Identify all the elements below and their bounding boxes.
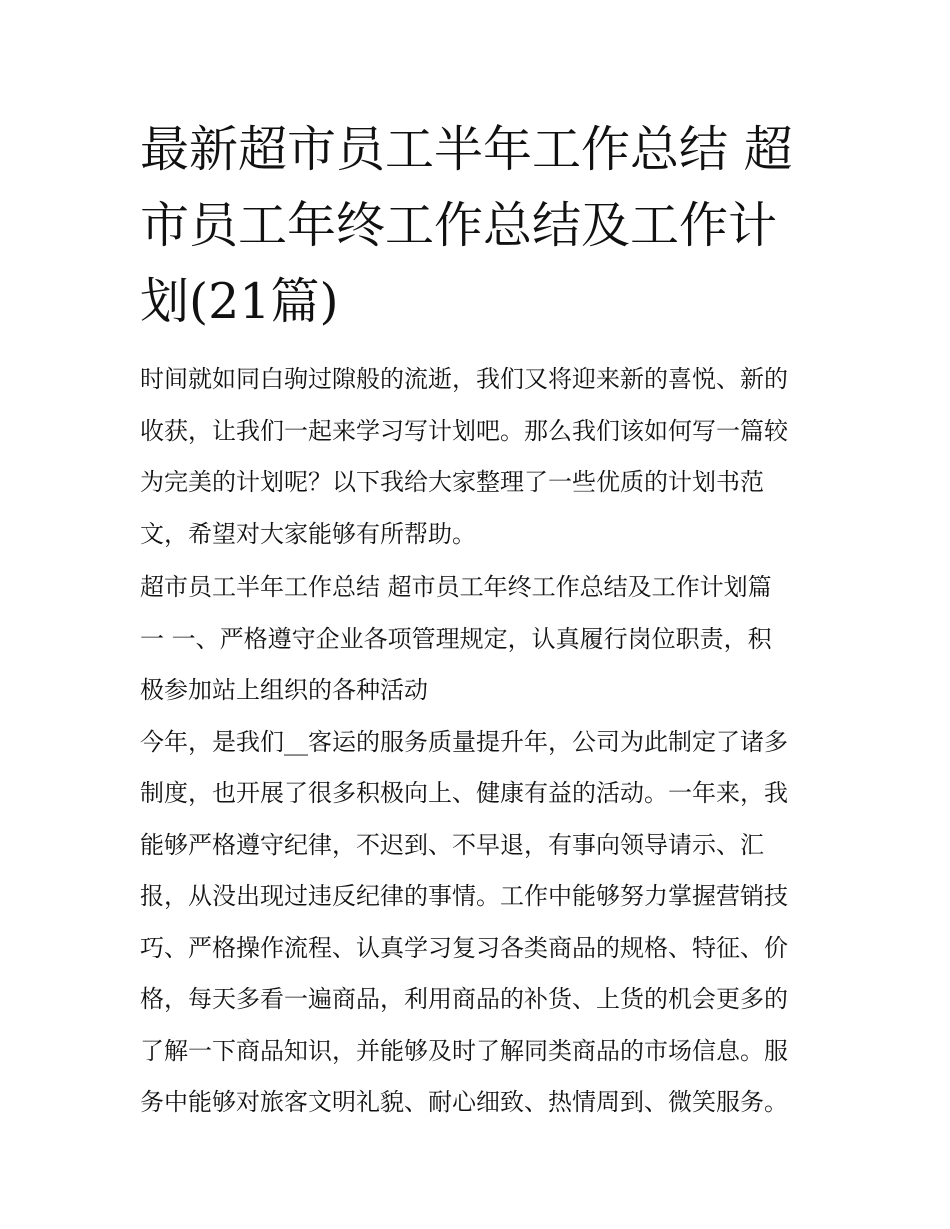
body-line: 能够严格遵守纪律，不迟到、不早退，有事向领导请示、汇	[140, 830, 764, 859]
body-line: 务中能够对旅客文明礼貌、耐心细致、热情周到、微笑服务。	[140, 1088, 788, 1116]
body-line: 巧、严格操作流程、认真学习复习各类商品的规格、特征、价	[140, 933, 788, 962]
heading-line: 极参加站上组织的各种活动	[140, 676, 428, 704]
section-heading	[140, 562, 816, 717]
body-paragraph	[140, 717, 816, 1129]
body-line: 了解一下商品知识，并能够及时了解同类商品的市场信息。服	[140, 1036, 788, 1065]
title-line: 划(21篇)	[140, 273, 339, 330]
heading-line: 超市员工半年工作总结 超市员工年终工作总结及工作计划篇	[140, 573, 772, 601]
document-title	[140, 112, 816, 340]
body-line: 制度，也开展了很多积极向上、健康有益的活动。一年来，我	[140, 779, 788, 807]
body-line: 报，从没出现过违反纪律的事情。工作中能够努力掌握营销技	[140, 882, 788, 910]
intro-paragraph	[140, 354, 816, 560]
intro-line: 文，希望对大家能够有所帮助。	[140, 519, 476, 548]
intro-line: 收获，让我们一起来学习写计划吧。那么我们该如何写一篇较	[140, 416, 788, 445]
body-line: 格，每天多看一遍商品，利用商品的补货、上货的机会更多的	[140, 985, 788, 1013]
intro-line: 时间就如同白驹过隙般的流逝，我们又将迎来新的喜悦、新的	[140, 365, 788, 393]
title-line: 市员工年终工作总结及工作计	[140, 197, 778, 254]
body-line: 今年，是我们__客运的服务质量提升年，公司为此制定了诸多	[140, 727, 788, 756]
intro-line: 为完美的计划呢？以下我给大家整理了一些优质的计划书范	[140, 468, 764, 496]
heading-line: 一 一、严格遵守企业各项管理规定，认真履行岗位职责，积	[140, 624, 772, 653]
title-line: 最新超市员工半年工作总结 超	[140, 121, 793, 178]
document-page	[140, 112, 816, 1129]
